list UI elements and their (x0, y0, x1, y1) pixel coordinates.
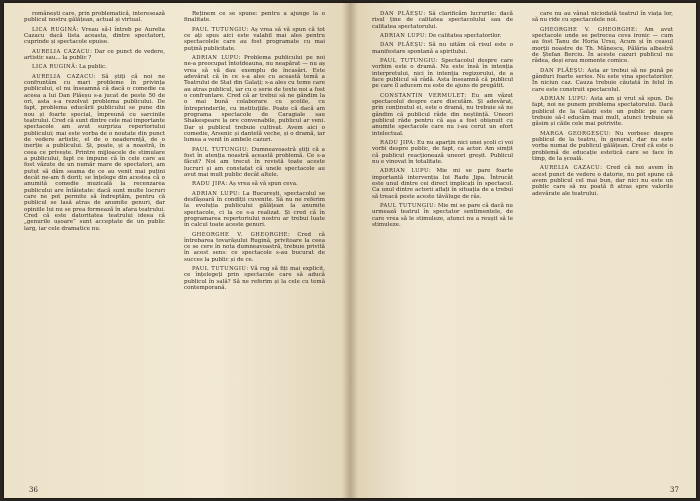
speaker-name: PAUL TUTUNGIU (380, 57, 436, 64)
paragraph-text: : De calitatea spectatorilor. (424, 32, 502, 39)
paragraph-text: : Spectacolul despre care vorbim este o dramă. Nu este însă în intenția interpretului, nici în intenția regizorului, de a face publicul să râdă. Asta înseamnă că publicul pe care îl aducem nu este de ajuns de pregătit. (372, 57, 513, 90)
paragraph-text: : Dumneavoastră știți că a fost în atenția noastră această problemă. Ce s-a făcut? Noi am trecut în revistă toate aceste lucruri și am constatat că unele spectacole au avut mai mult public decât altele. (184, 146, 325, 178)
speaker-name: AURELIA CAZACU (32, 48, 91, 55)
paragraph (184, 266, 325, 291)
speaker-name: DAN PLĂEȘU (540, 67, 583, 74)
speaker-name: PAUL TUTUNGIU (192, 146, 247, 153)
paragraph-text: care nu au vânat niciodată teatrul în viața lor, să nu ride cu spectacolele noi. (532, 11, 673, 24)
speaker-name: DAN PLĂEȘU (380, 42, 424, 49)
paragraph (532, 131, 673, 163)
paragraph (372, 203, 513, 228)
right-page (350, 3, 696, 498)
speaker-name: MARGA GEORGESCU (540, 130, 609, 137)
paragraph (372, 42, 513, 55)
speaker-name: PAUL TUTUNGIU (192, 26, 247, 33)
paragraph-text: : Eu nu aparțin nici unei școli ci voi vorbi despre public, de fapt, ca actor. Am simțit că publicul reacționează uneori greșit. Publicul nu e vinovat în totalitate. (372, 139, 513, 165)
paragraph (372, 58, 513, 90)
paragraph (532, 68, 673, 93)
paragraph-text: : Să nu uităm că risul este o manifestare spontană a spiritului. (372, 42, 513, 55)
speaker-name: AURELIA CAZACU (540, 165, 601, 172)
speaker-name: GHEORGHE V. GHEORGHE (192, 231, 288, 238)
paragraph-text: : Mie mi se pare foarte importantă intervenția lui Radu Jipa. Întrucât este unul dintre cei direct implicați în spectacol. Ca unul dintre actorii aflați în situația de a trebui să treacă peste aceste tăvăluge de râs. (372, 168, 513, 200)
paragraph-text: : La București, spectacolul se desfășoară în condiții cuvenite. Să nu ne referim la evoluția publicului gălățean la anumite spectacole, ci la ce s-a realizat. Și cred că în programarea repertoriului nostru ar trebui luate în calcul toate aceste genuri. (184, 190, 325, 229)
speaker-name: ADRIAN LUPU (192, 190, 238, 197)
paragraph (24, 11, 165, 24)
paragraph (184, 147, 325, 179)
speaker-name: ADRIAN LUPU (380, 168, 429, 175)
paragraph-text: Reținem ce se spune: pentru a ajunge la o finalitate. (184, 11, 325, 24)
paragraph-text: : Am avut spectacole unde se petrecea ceva ironic — cum au fost Tanu de Horia Ursu, Acum și în ceasul morții noastre de Th. Mănescu, Pălăria albastră de Ștefan Berciu. În aceste cazuri publicul nu râdea, deși erau momente comice. (532, 26, 674, 65)
paragraph (184, 55, 325, 144)
paragraph (24, 74, 165, 232)
paragraph (532, 165, 673, 197)
speaker-name: ADRIAN LUPU (192, 54, 239, 61)
right-page-column-1 (372, 11, 513, 228)
left-page-number: 36 (29, 486, 38, 494)
paragraph (24, 49, 165, 62)
paragraph-text: : Dar ce punct de vedere, artistic sau... la public ? (24, 48, 165, 61)
speaker-name: PAUL TUTUNGIU (192, 266, 247, 273)
paragraph-text: : Să clarificăm lucrurile: dacă risul ține de calitatea spectacolului sau de calitatea spectatorului. (372, 11, 513, 30)
paragraph (372, 168, 513, 200)
left-page-column-1 (24, 11, 165, 232)
paragraph-text: : Asta am și vrut să spun. De fapt, noi ne punem problema spectatorului. Dacă publicul de la Galați este un public pe care trebuie să-l educăm mai mult, atunci trebuie să găsim și căile cele mai potrivite. (532, 95, 673, 128)
speaker-name: PAUL TUTUNGIU (380, 202, 435, 209)
paragraph (184, 27, 325, 52)
paragraph-text: : Asta ar trebui să ne pună pe gânduri foarte serios. Nu este vina spectatorilor. În niciun caz. Cauza trebuie căutată în felul în care este construit spectacolul. (532, 67, 673, 93)
speaker-name: CONSTANTIN VERMULET (380, 92, 465, 99)
speaker-name: LICA RUGINĂ (32, 26, 77, 33)
paragraph-text: : Să știți că noi ne confruntăm cu mari probleme în privința publicului, el nu înseamnă că dacă o comedie ca aceea a lui Dan Plăeșu s-a jucat de peste 50 de ori, asta s-a rezolvat problema publicului. De fapt, problema educării publicului se pune din nou și foarte special, împreună cu sarcinile teatrului. Cred că sunt dintre cele mai importante spectacole am avut surpriza repertoriului publicului; mai este vorba de o noutate din punct de vedere artistic, el de o neaderență, de o inerție a publicului. Și, poate, și a noastră, în ceea ce privește. Printre mijloacele de stimulare a publicului, fapt ce impune că în cele care au fost văzute de un număr mare de spectatori, am putut să dăm seama de ce au venit mai puțini decât ne-am fi dorit; se înțelege din acestea că o anumită comedie muzicală la recenzarea publicului are întâietate: dacă sunt multe lucruri care ne pot permite să îndreptăm, pentru că publicul se lasă atras de anumite genuri, dar opiniile lui nu se prea formează în afara teatrului. Cred că este datoritatea teatrului ideea că „genurile ușoare” sunt acceptate de un public larg, iar cele dramatice nu. (24, 73, 165, 232)
paragraph (532, 11, 673, 24)
paragraph (372, 11, 513, 30)
paragraph-text: : Vreau să-l întreb pe Aurelia Cazacu dacă lista aceasta, dintre spectatori, cuprinde și spectacole epuise. (24, 26, 165, 46)
paragraph (372, 140, 513, 165)
speaker-name: AURELIA CAZACU (32, 73, 94, 80)
book-spread (4, 3, 696, 498)
paragraph (184, 11, 325, 24)
speaker-name: DAN PLĂEȘU (380, 11, 424, 17)
paragraph-text: : Nu vorbesc despre publicul de la teatru, în general, dar nu este vorba numai de publicul gălățean. Cred că este o problemă de educație estetică care se face în timp, de la școală. (532, 130, 673, 162)
speaker-name: LICA RUGINĂ (32, 64, 76, 71)
paragraph (532, 27, 673, 65)
paragraph (372, 93, 513, 137)
paragraph-text: : Mie mi se pare că dacă nu urmează teatrul în spectator sentimentele, de care vrea să le stimuleze, atunci nu a reușit să le stimuleze. (372, 202, 513, 228)
left-page-column-2 (184, 11, 325, 291)
paragraph-text: : Aș vrea să vă spun că tot ce ați spus aici este valabil mai ales pentru spectacolele care au fost programate cu mai puțină publicitate. (184, 26, 325, 52)
left-page (4, 3, 350, 498)
speaker-name: ADRIAN LUPU (540, 95, 586, 102)
paragraph (24, 27, 165, 46)
paragraph (184, 232, 325, 264)
right-page-number: 37 (670, 486, 679, 494)
paragraph-text: : La public. (75, 64, 107, 71)
speaker-name: GHEORGHE V. GHEORGHE (540, 26, 636, 33)
speaker-name: ADRIAN LUPU (380, 32, 425, 39)
paragraph-text: : Aș vrea să vă spun ceva. (225, 181, 298, 188)
paragraph (372, 33, 513, 39)
speaker-name: RADU JIPA (380, 139, 414, 146)
paragraph (184, 191, 325, 229)
paragraph-text: românești care, prin problematică, interesează publicul nostru gălățean, actual și virtual. (24, 11, 165, 24)
paragraph-text: : Cred că întrebarea tovarășului Rugină, privitoare la ceea ce se cere în nota dumneavoastră, trebuie privită în acest sens: ce spectacole s-au bucurat de succes la public și de ce. (184, 231, 325, 263)
paragraph (532, 96, 673, 128)
right-page-column-2 (532, 11, 673, 197)
paragraph-text: : Vă rog să fiți mai explicit, ce înțelegeți prin spectacole care să aducă publicul în sală? Să ne referim și la cele cu temă contemporană. (184, 266, 325, 292)
paragraph-text: : Cred că noi avem în acest punct de vedere o datorie, nu pot spune că avem publicul cel mai bun, dar nici nu este un public care să nu poată fi atras spre valorile adevărate ale teatrului. (532, 165, 673, 197)
paragraph-text: : Eu am văzut spectacolul despre care discutăm. Și adevărat, prin conținutul ei, este o dramă, nu trebuie să ne gândim că publicul râde din neștiință. Uneori publicul râde pentru că așa a fost obișnuit cu anumite spectacole care nu i-au cerut un efort intelectual. (372, 92, 514, 137)
speaker-name: RADU JIPA (192, 181, 226, 188)
paragraph-text: : Problema publicului pe noi ne-a preocupat întotdeauna, nu neapărat — nu aș vrea să vă dau exemplu de încasări. Este adevărat că în ce s-a ales cu această temă a Teatrului de Stat din Galați; s-a ales cu teme care au atras publicul, iar cu o serie de texte noi a fost o confruntare. Cred că ar trebui să ne gândim la o mai bună colaborare cu școlile, cu întreprinderile, cu instituțiile. Poate că dacă am programa spectacole de Caragiale sau Shakespeare la ore convenabile, publicul ar veni. Dar și publicul trebuie cultivat. Avem aici o comedie, Arsenic și dantelă veche, și o dramă, iar lumea a venit în ambele cazuri. (184, 54, 325, 144)
